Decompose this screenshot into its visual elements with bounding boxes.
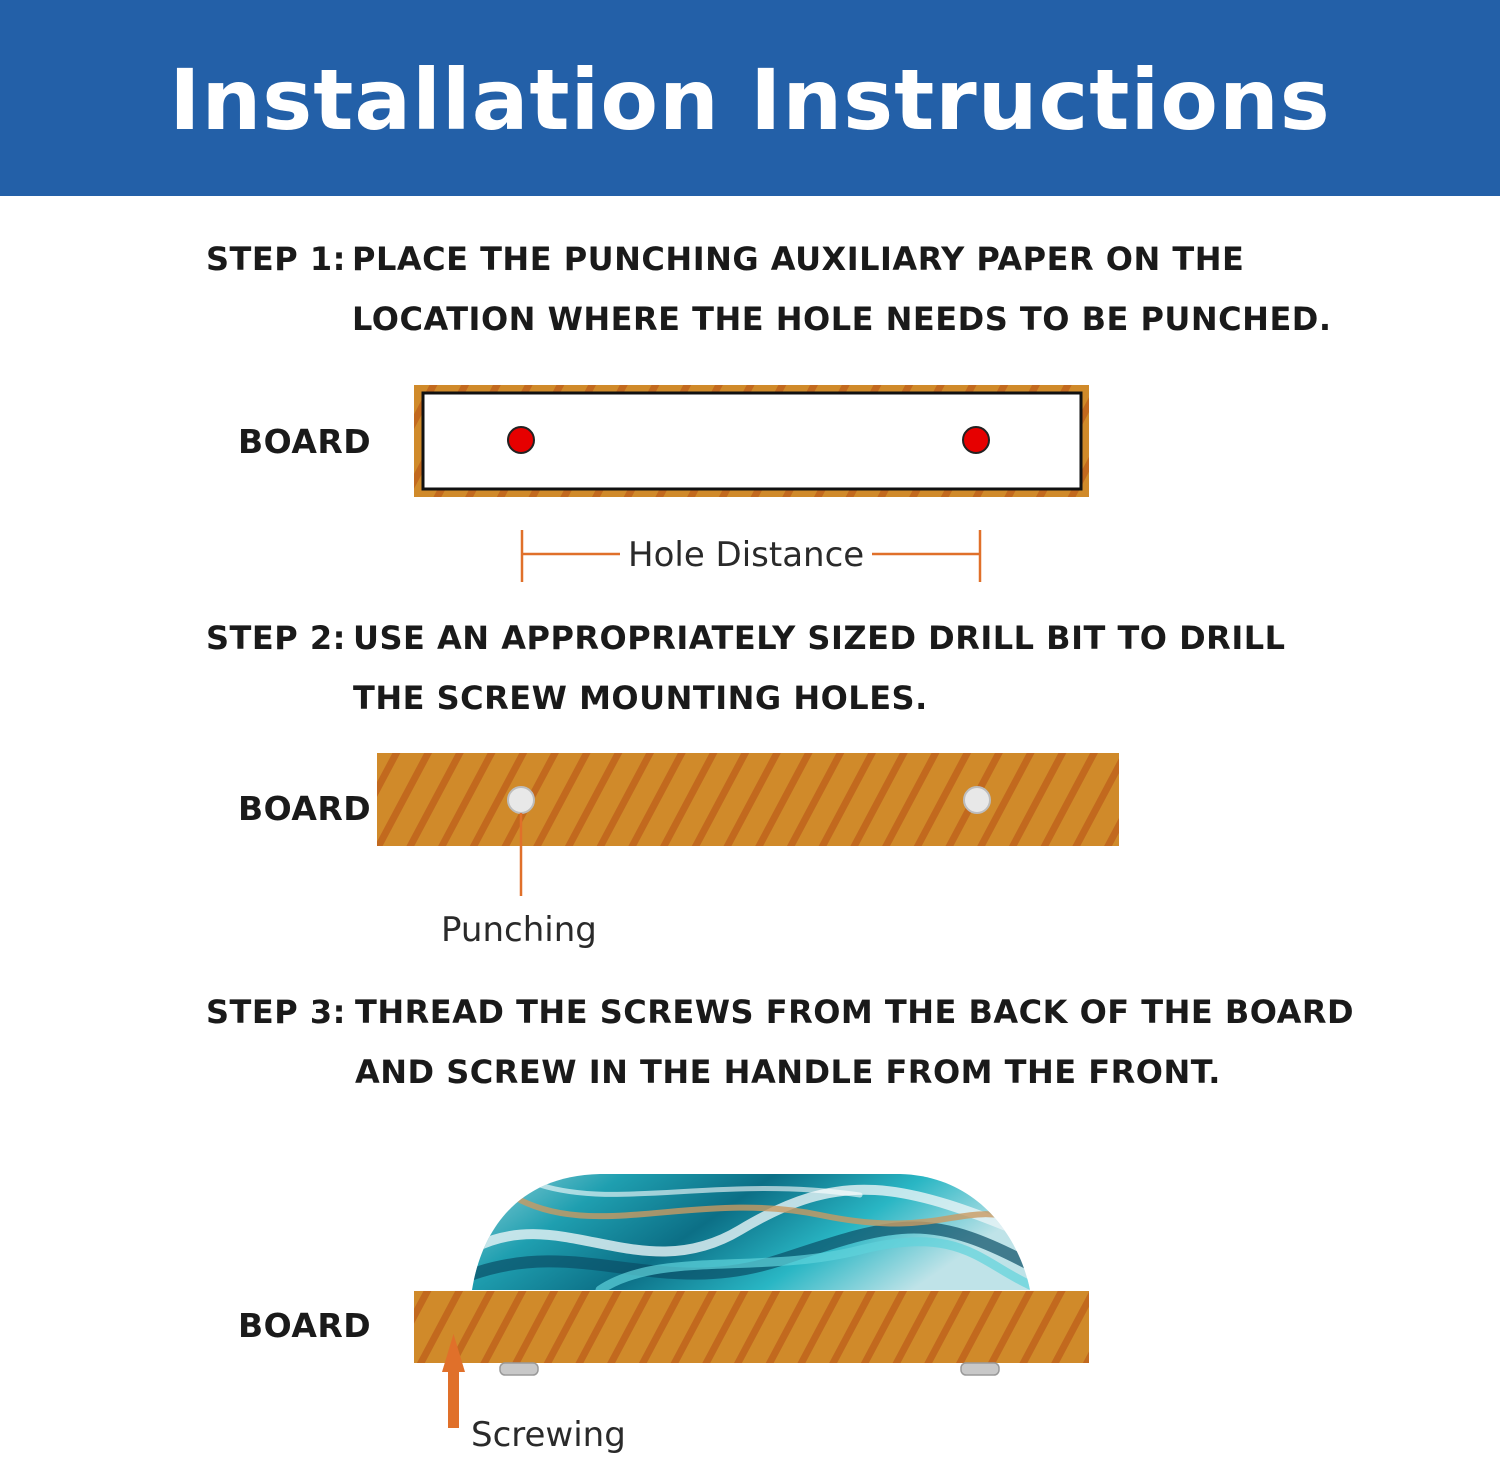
screw-head-left bbox=[500, 1363, 538, 1375]
step-2-label: STEP 2: bbox=[206, 619, 346, 657]
screw-head-right bbox=[961, 1363, 999, 1375]
punching-label: Punching bbox=[441, 910, 597, 950]
hole-distance-label: Hole Distance bbox=[620, 535, 872, 575]
step-3-board bbox=[414, 1291, 1089, 1363]
step-2-line-2: THE SCREW MOUNTING HOLES. bbox=[353, 679, 928, 717]
cabinet-handle bbox=[470, 1174, 1040, 1290]
hole-mark-right bbox=[963, 427, 989, 453]
step-1-label: STEP 1: bbox=[206, 240, 346, 278]
step-2-board bbox=[377, 753, 1119, 846]
step-2-line-1: USE AN APPROPRIATELY SIZED DRILL BIT TO DRILL bbox=[353, 619, 1286, 657]
screwing-label: Screwing bbox=[471, 1415, 626, 1455]
drilled-hole-left bbox=[508, 787, 534, 813]
step-3-board-label: BOARD bbox=[238, 1306, 372, 1345]
step-3-line-2: AND SCREW IN THE HANDLE FROM THE FRONT. bbox=[355, 1053, 1221, 1091]
step-3-line-1: THREAD THE SCREWS FROM THE BACK OF THE BOARD bbox=[355, 993, 1355, 1031]
page-title: Installation Instructions bbox=[169, 51, 1331, 149]
step-1-line-2: LOCATION WHERE THE HOLE NEEDS TO BE PUNCHED. bbox=[352, 300, 1332, 338]
hole-mark-left bbox=[508, 427, 534, 453]
step-3-label: STEP 3: bbox=[206, 993, 346, 1031]
step-2-board-label: BOARD bbox=[238, 789, 372, 828]
drilled-hole-right bbox=[964, 787, 990, 813]
step-1-board-label: BOARD bbox=[238, 422, 372, 461]
step-1-line-1: PLACE THE PUNCHING AUXILIARY PAPER ON THE bbox=[352, 240, 1245, 278]
